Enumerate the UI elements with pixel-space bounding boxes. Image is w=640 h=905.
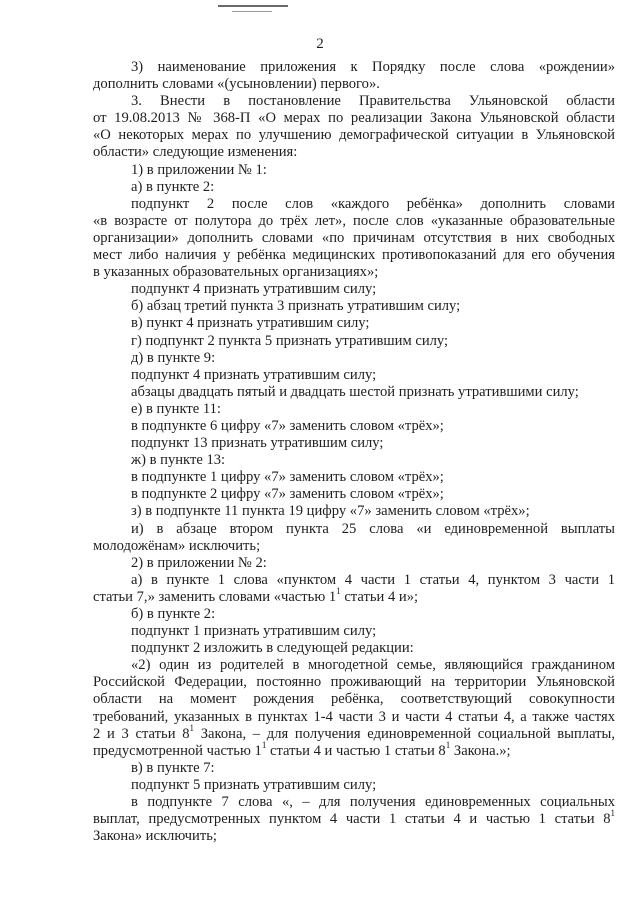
text-line: 3) наименование приложения к Порядку после слова «рождении»: [131, 59, 615, 75]
text-line: дополнить словами «(усыновлении) первого».: [93, 76, 380, 93]
text-line: организации» дополнить словами «по причинам отсутствия в них свободных: [93, 229, 615, 246]
text-line: «2) один из родителей в многодетной семье, являющийся гражданином: [131, 657, 615, 674]
text-line: в подпункте 7 слова «, – для получения единовременных социальных: [131, 794, 615, 811]
text-line: подпункт 13 признать утратившим силу;: [131, 435, 384, 452]
text-line: «О некоторых мерах по улучшению демографической ситуации в Ульяновской: [93, 127, 615, 144]
text-line: выплат, предусмотренных пунктом 4 части 1 статьи 4 и частью 1 статьи $8^1$: [93, 808, 615, 828]
text-line: «в возрасте от полутора до трёх лет», после слов «указанные образовательные: [93, 212, 615, 229]
scan-artifact-top: [218, 5, 288, 7]
text-line: в) пункт 4 признать утратившим силу;: [131, 315, 370, 332]
text-line: д) в пункте 9:: [131, 349, 216, 366]
text-line: в подпункте 6 цифру «7» заменить словом «трёх»;: [131, 417, 444, 434]
text-line: Закона» исключить;: [93, 828, 217, 845]
text-line: статьи 7,» заменить словами «частью $1^1$ статьи 4 и»;: [93, 586, 419, 605]
text-line: а) в пункте 1 слова «пунктом 4 части 1 статьи 4, пунктом 3 части 1: [131, 571, 615, 588]
text-line: подпункт 2 после слов «каждого ребёнка» дополнить словами: [131, 195, 615, 212]
text-line: Российской Федерации, постоянно проживающий на территории Ульяновской: [93, 674, 615, 691]
text-line: предусмотренной частью $1^1$ статьи 4 и частью 1 статьи $8^1$ Закона.»;: [93, 739, 511, 759]
document-body: [93, 59, 615, 845]
text-line: подпункт 2 изложить в следующей редакции:: [131, 640, 414, 657]
text-line: 1) в приложении № 1:: [131, 161, 267, 178]
text-line: б) в пункте 2:: [131, 606, 216, 622]
text-line: и) в абзаце втором пункта 25 слова «и единовременной выплаты: [131, 520, 615, 537]
text-line: области на момент рождения ребёнка, соответствующий совокупности: [93, 691, 615, 708]
text-line: з) в подпункте 11 пункта 19 цифру «7» заменить словом «трёх»;: [131, 503, 530, 520]
text-line: г) подпункт 2 пункта 5 признать утратившим силу;: [131, 332, 449, 349]
scan-artifact-top-2: [232, 11, 272, 12]
text-line: подпункт 4 признать утратившим силу;: [131, 366, 377, 383]
text-line: а) в пункте 2:: [131, 178, 215, 195]
text-line: 3. Внести в постановление Правительства Ульяновской области: [131, 93, 615, 110]
text-line: в указанных образовательных организациях»;: [93, 264, 379, 281]
text-line: от 19.08.2013 № 368-П «О мерах по реализации Закона Ульяновской области: [93, 110, 615, 127]
text-line: мест либо наличия у ребёнка медицинских противопоказаний для его обучения: [93, 247, 615, 264]
text-line: требований, указанных в пунктах 1-4 части 3 и части 4 статьи 4, а также частях: [93, 708, 615, 725]
text-line: б) абзац третий пункта 3 признать утратившим силу;: [131, 298, 461, 315]
text-line: 2 и 3 статьи $8^1$ Закона, – для получения единовременной социальной выплаты,: [93, 722, 615, 742]
text-line: в) в пункте 7:: [131, 759, 215, 776]
text-line: подпункт 1 признать утратившим силу;: [131, 623, 377, 640]
text-line: области» следующие изменения:: [93, 144, 298, 161]
text-line: ж) в пункте 13:: [131, 452, 226, 469]
text-line: абзацы двадцать пятый и двадцать шестой признать утратившими силу;: [131, 383, 579, 400]
text-line: подпункт 5 признать утратившим силу;: [131, 776, 377, 793]
page-number: 2: [316, 36, 324, 52]
text-line: в подпункте 2 цифру «7» заменить словом «трёх»;: [131, 486, 444, 503]
text-line: е) в пункте 11:: [131, 400, 221, 417]
text-line: 2) в приложении № 2:: [131, 554, 267, 571]
text-line: подпункт 4 признать утратившим силу;: [131, 281, 377, 298]
text-line: в подпункте 1 цифру «7» заменить словом «трёх»;: [131, 469, 444, 486]
text-line: молодожёнам» исключить;: [93, 537, 261, 554]
